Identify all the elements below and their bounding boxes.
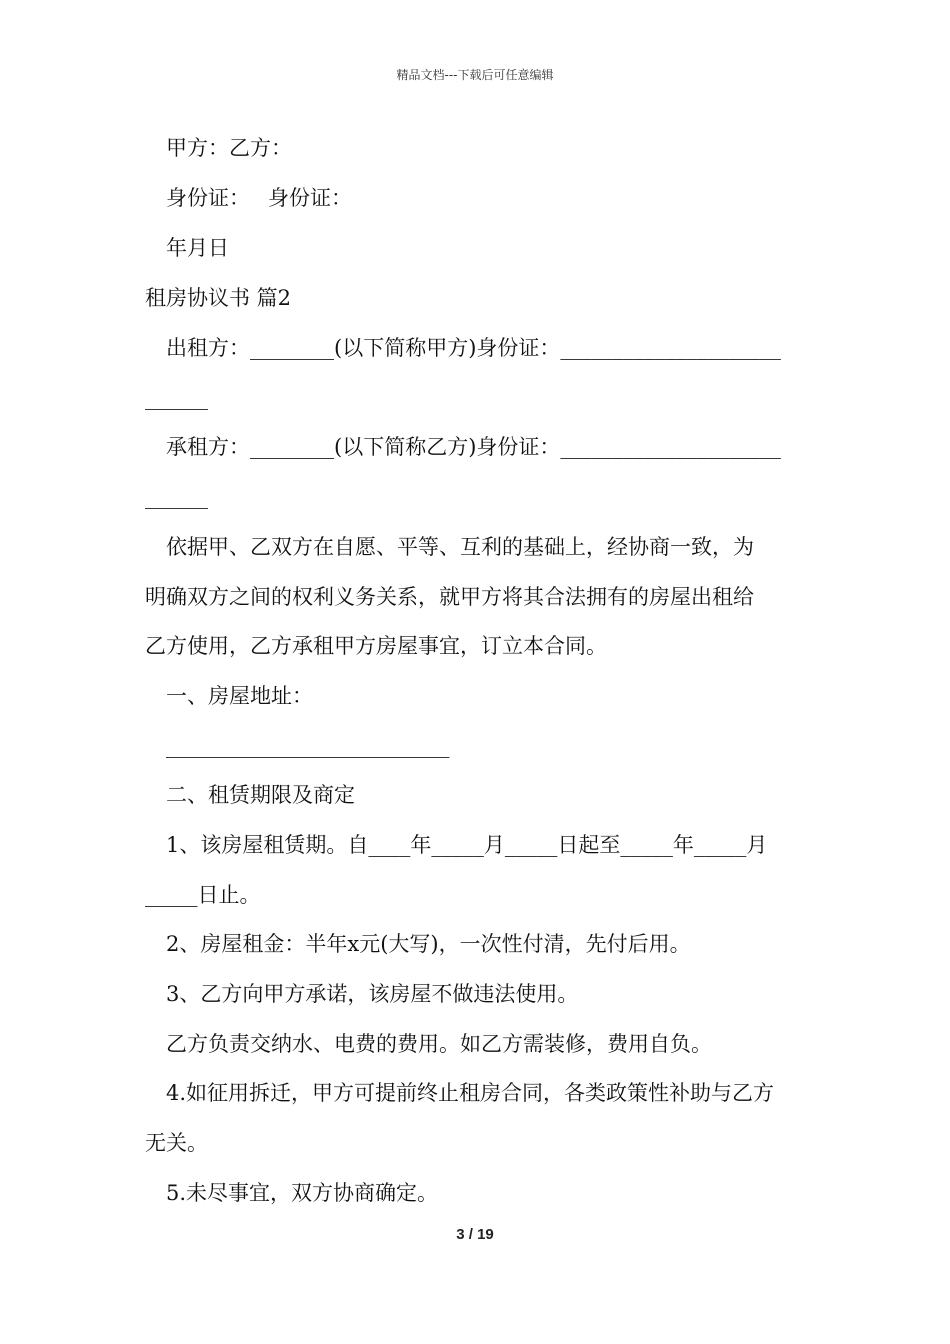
item2-title: 二、租赁期限及商定 [166,783,355,807]
clause-1-cont: _____日止。 [145,883,261,907]
lessee-line-cont: ______ [145,485,208,509]
clause-3-extra: 乙方负责交纳水、电费的费用。如乙方需装修，费用自负。 [166,1032,712,1056]
clause-5: 5.未尽事宜，双方协商确定。 [166,1181,439,1205]
intro-line-2: 明确双方之间的权利义务关系，就甲方将其合法拥有的房屋出租给 [145,585,754,609]
page-header: 精品文档---下载后可任意编辑 [396,68,554,82]
page-number: 3 / 19 [456,1226,494,1243]
id-line [166,184,352,212]
party-line: 甲方：乙方： [166,136,292,160]
id-b: 身份证： [268,186,352,210]
lessor-line-cont: ______ [145,386,208,410]
lessor-line: 出租方：________(以下简称甲方)身份证：_____________________ [166,336,781,360]
clause-2: 2、房屋租金：半年x元(大写)，一次性付清，先付后用。 [166,932,691,956]
section-title: 租房协议书 篇2 [145,286,292,310]
lessee-line: 承租方：________(以下简称乙方)身份证：_____________________ [166,435,781,459]
clause-3: 3、乙方向甲方承诺，该房屋不做违法使用。 [166,982,579,1006]
date-line: 年月日 [166,236,229,260]
id-a: 身份证： [166,186,250,210]
clause-4-cont: 无关。 [145,1131,208,1155]
item1-blank: ___________________________ [166,734,450,758]
clause-4: 4.如征用拆迁，甲方可提前终止租房合同，各类政策性补助与乙方 [166,1081,775,1105]
clause-1: 1、该房屋租赁期。自____年_____月_____日起至_____年_____月 [166,833,768,857]
intro-line-1: 依据甲、乙双方在自愿、平等、互利的基础上，经协商一致，为 [166,535,754,559]
item1-title: 一、房屋地址： [166,684,313,708]
intro-line-3: 乙方使用，乙方承租甲方房屋事宜，订立本合同。 [145,634,607,658]
